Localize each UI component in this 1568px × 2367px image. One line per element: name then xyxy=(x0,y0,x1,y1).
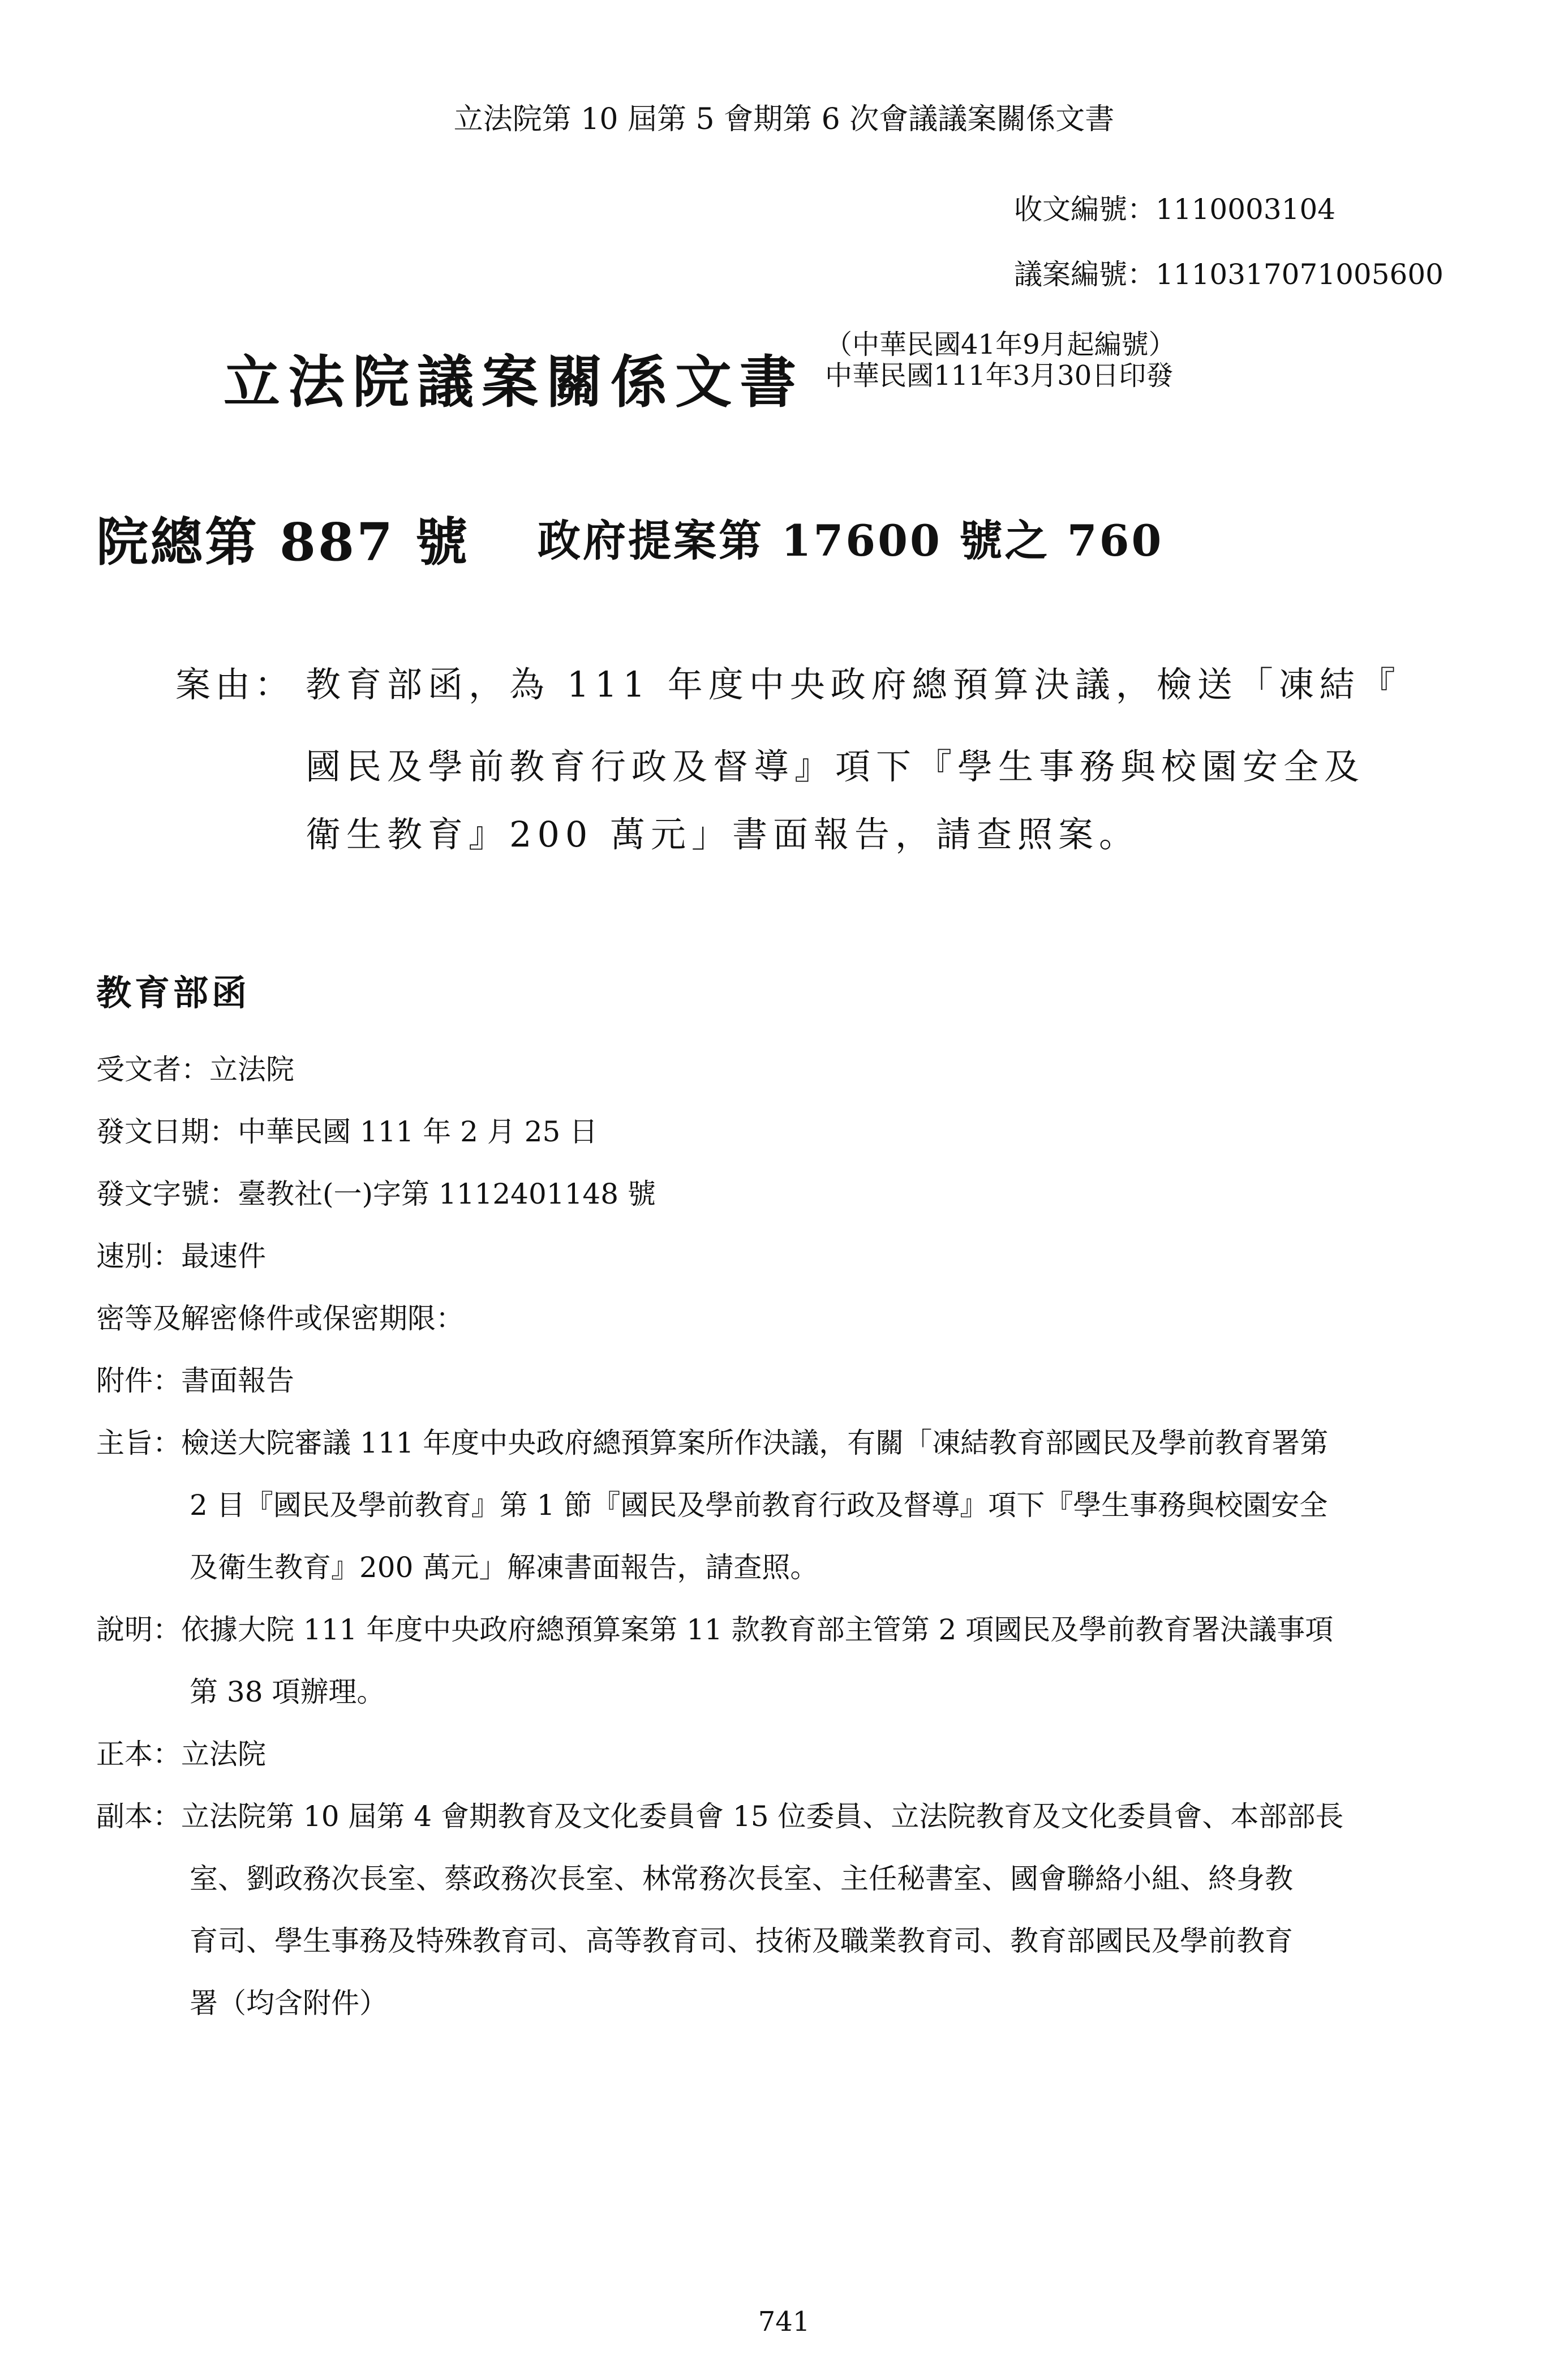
subject-line: 衛生教育』200 萬元」書面報告，請查照案。 xyxy=(306,814,1140,855)
reference-field: 發文字號：臺教社(一)字第 1112401148 號 xyxy=(96,1178,656,1210)
original-field: 正本：立法院 xyxy=(96,1738,266,1771)
speed-field: 速別：最速件 xyxy=(96,1240,266,1273)
purpose-line: 2 目『國民及學前教育』第 1 節『國民及學前教育行政及督導』項下『學生事務與校園安全 xyxy=(190,1489,1328,1522)
numbering-note: （中華民國41年9月起編號） xyxy=(825,329,1176,360)
explanation-line: 說明：依據大院 111 年度中央政府總預算案第 11 款教育部主管第 2 項國民及學前教育署決議事項 xyxy=(96,1613,1334,1646)
general-number: 院總第 887 號 xyxy=(96,512,470,573)
copies-line: 室、劉政務次長室、蔡政務次長室、林常務次長室、主任秘書室、國會聯絡小組、終身教 xyxy=(190,1862,1293,1895)
copies-line: 署（均含附件） xyxy=(190,1987,388,2020)
letter-title: 教育部函 xyxy=(96,972,251,1013)
document-header: 立法院第 10 屆第 5 會期第 6 次會議議案關係文書 xyxy=(453,102,1115,136)
recipient-field: 受文者：立法院 xyxy=(96,1053,294,1086)
government-bill-number: 政府提案第 17600 號之 760 xyxy=(538,516,1164,566)
page-number: 741 xyxy=(758,2306,810,2338)
date-field: 發文日期：中華民國 111 年 2 月 25 日 xyxy=(96,1115,598,1148)
subject-line: 教育部函，為 111 年度中央政府總預算決議，檢送「凍結『 xyxy=(306,664,1401,705)
copies-line: 副本：立法院第 10 屆第 4 會期教育及文化委員會 15 位委員、立法院教育及文化委員會、本部部長 xyxy=(96,1800,1344,1833)
subject-label: 案由： xyxy=(175,664,295,705)
purpose-line: 及衛生教育』200 萬元」解凍書面報告，請查照。 xyxy=(190,1551,819,1584)
print-date: 中華民國111年3月30日印發 xyxy=(825,360,1174,392)
bill-number: 議案編號：1110317071005600 xyxy=(1014,258,1444,291)
subject-line: 國民及學前教育行政及督導』項下『學生事務與校園安全及 xyxy=(306,746,1365,787)
receipt-number: 收文編號：1110003104 xyxy=(1014,193,1336,226)
explanation-line: 第 38 項辦理。 xyxy=(190,1676,385,1708)
attachment-field: 附件：書面報告 xyxy=(96,1364,294,1397)
classification-field: 密等及解密條件或保密期限： xyxy=(96,1302,464,1335)
purpose-line: 主旨：檢送大院審議 111 年度中央政府總預算案所作決議，有關「凍結教育部國民及學前教育署第 xyxy=(96,1427,1329,1459)
copies-line: 育司、學生事務及特殊教育司、高等教育司、技術及職業教育司、教育部國民及學前教育 xyxy=(190,1924,1293,1957)
main-title: 立法院議案關係文書 xyxy=(224,349,804,415)
